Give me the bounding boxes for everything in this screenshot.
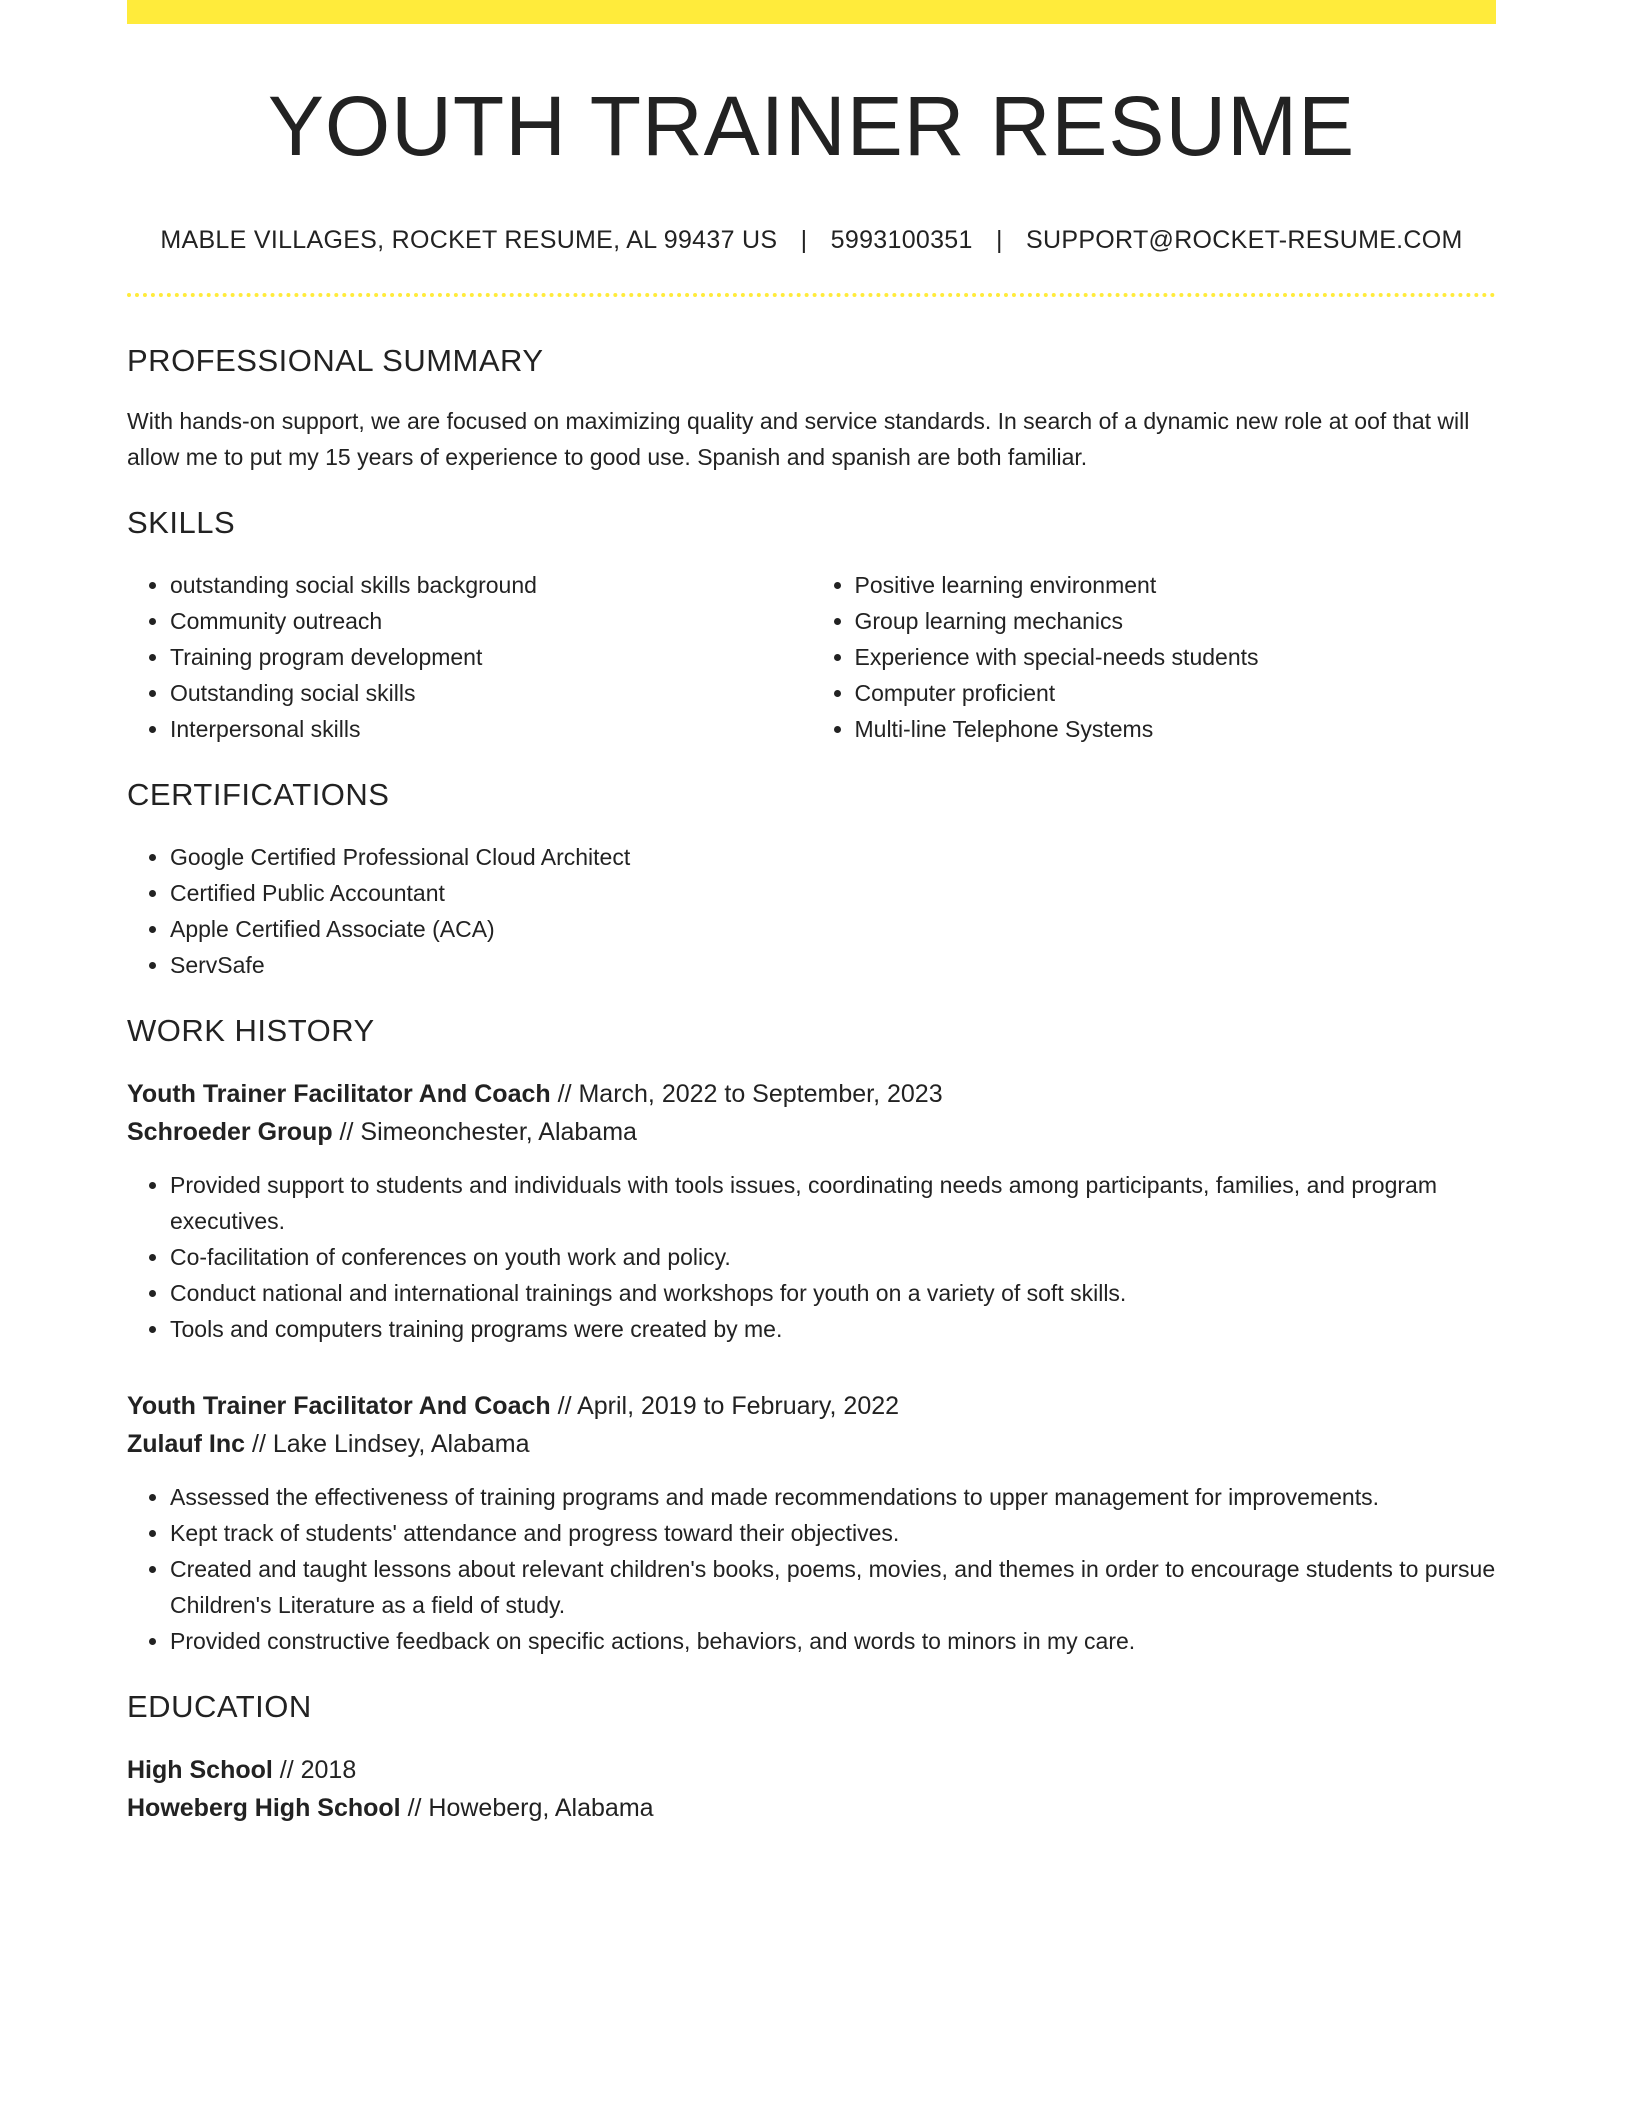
certifications-heading: CERTIFICATIONS xyxy=(127,777,390,813)
education-degree: High School xyxy=(127,1756,273,1785)
job-title-line xyxy=(127,1387,1496,1425)
job-entry xyxy=(127,1075,1496,1347)
job-company-line xyxy=(127,1113,1496,1151)
job-bullet-list xyxy=(127,1167,1496,1347)
field-separator: // xyxy=(400,1794,429,1823)
education-heading: EDUCATION xyxy=(127,1689,312,1725)
job-dates: March, 2022 to September, 2023 xyxy=(578,1080,943,1109)
skill-item: • Experience with special-needs students xyxy=(855,639,1497,675)
job-location: Simeonchester, Alabama xyxy=(360,1118,637,1147)
job-company: Zulauf Inc xyxy=(127,1430,246,1459)
job-bullet: • Provided constructive feedback on specific actions, behaviors, and words to minors in my care. xyxy=(170,1623,1496,1659)
skills-right-list xyxy=(812,567,1497,747)
job-dates: April, 2019 to February, 2022 xyxy=(577,1392,900,1421)
contact-separator: | xyxy=(800,226,808,255)
skill-item: • Computer proficient xyxy=(855,675,1497,711)
education-school: Howeberg High School xyxy=(127,1794,401,1823)
job-bullet: • Assessed the effectiveness of training programs and made recommendations to upper management for improvements. xyxy=(170,1479,1496,1515)
contact-phone: 5993100351 xyxy=(830,226,973,255)
field-separator: // xyxy=(245,1430,273,1459)
contact-line xyxy=(127,226,1496,255)
contact-separator: | xyxy=(995,226,1003,255)
skills-heading: SKILLS xyxy=(127,505,236,541)
contact-address: MABLE VILLAGES, ROCKET RESUME, AL 99437 US xyxy=(160,226,778,255)
job-company: Schroeder Group xyxy=(127,1118,333,1147)
education-degree-line xyxy=(127,1751,1496,1789)
skill-item: • Community outreach xyxy=(170,603,812,639)
certification-item: • Certified Public Accountant xyxy=(170,875,1496,911)
skills-grid xyxy=(127,567,1496,747)
skill-item: • outstanding social skills background xyxy=(170,567,812,603)
certifications-list xyxy=(127,839,1496,983)
certification-item: • ServSafe xyxy=(170,947,1496,983)
resume-title: YOUTH TRAINER RESUME xyxy=(267,79,1356,173)
skill-item: • Group learning mechanics xyxy=(855,603,1497,639)
job-entry xyxy=(127,1387,1496,1659)
education-year: 2018 xyxy=(300,1756,357,1785)
job-bullet: • Kept track of students' attendance and progress toward their objectives. xyxy=(170,1515,1496,1551)
contact-email: SUPPORT@ROCKET-RESUME.COM xyxy=(1026,226,1463,255)
skill-item: • Multi-line Telephone Systems xyxy=(855,711,1497,747)
education-school-line xyxy=(127,1789,1496,1827)
job-company-line xyxy=(127,1425,1496,1463)
job-bullet: • Conduct national and international trainings and workshops for youth on a variety of soft skills. xyxy=(170,1275,1496,1311)
field-separator: // xyxy=(550,1080,579,1109)
certification-item: • Apple Certified Associate (ACA) xyxy=(170,911,1496,947)
skills-left-list xyxy=(127,567,812,747)
resume-page xyxy=(127,0,1496,1827)
education-entry xyxy=(127,1751,1496,1827)
skill-item: • Training program development xyxy=(170,639,812,675)
education-location: Howeberg, Alabama xyxy=(428,1794,654,1823)
skill-item: • Interpersonal skills xyxy=(170,711,812,747)
job-bullet-list xyxy=(127,1479,1496,1659)
skill-item: • Outstanding social skills xyxy=(170,675,812,711)
job-title: Youth Trainer Facilitator And Coach xyxy=(127,1392,551,1421)
job-title-line xyxy=(127,1075,1496,1113)
field-separator: // xyxy=(332,1118,361,1147)
summary-heading: PROFESSIONAL SUMMARY xyxy=(127,343,544,379)
header-divider xyxy=(127,293,1496,297)
job-bullet: • Provided support to students and individuals with tools issues, coordinating needs among participants, families, and program executives. xyxy=(170,1167,1496,1239)
job-bullet: • Tools and computers training programs were created by me. xyxy=(170,1311,1496,1347)
job-location: Lake Lindsey, Alabama xyxy=(272,1430,530,1459)
field-separator: // xyxy=(550,1392,578,1421)
certification-item: • Google Certified Professional Cloud Architect xyxy=(170,839,1496,875)
job-bullet: • Co-facilitation of conferences on youth work and policy. xyxy=(170,1239,1496,1275)
skill-item: • Positive learning environment xyxy=(855,567,1497,603)
work-history-heading: WORK HISTORY xyxy=(127,1013,375,1049)
summary-text: With hands-on support, we are focused on maximizing quality and service standards. In search of a dynamic new role at oof that will allow me to put my 15 years of experience to good use. Spanish and spanish are both familiar. xyxy=(127,408,1470,471)
job-bullet: • Created and taught lessons about relevant children's books, poems, movies, and themes in order to encourage students to pursue Children's Literature as a field of study. xyxy=(170,1551,1496,1623)
top-accent-bar xyxy=(127,0,1496,24)
field-separator: // xyxy=(272,1756,301,1785)
job-title: Youth Trainer Facilitator And Coach xyxy=(127,1080,551,1109)
